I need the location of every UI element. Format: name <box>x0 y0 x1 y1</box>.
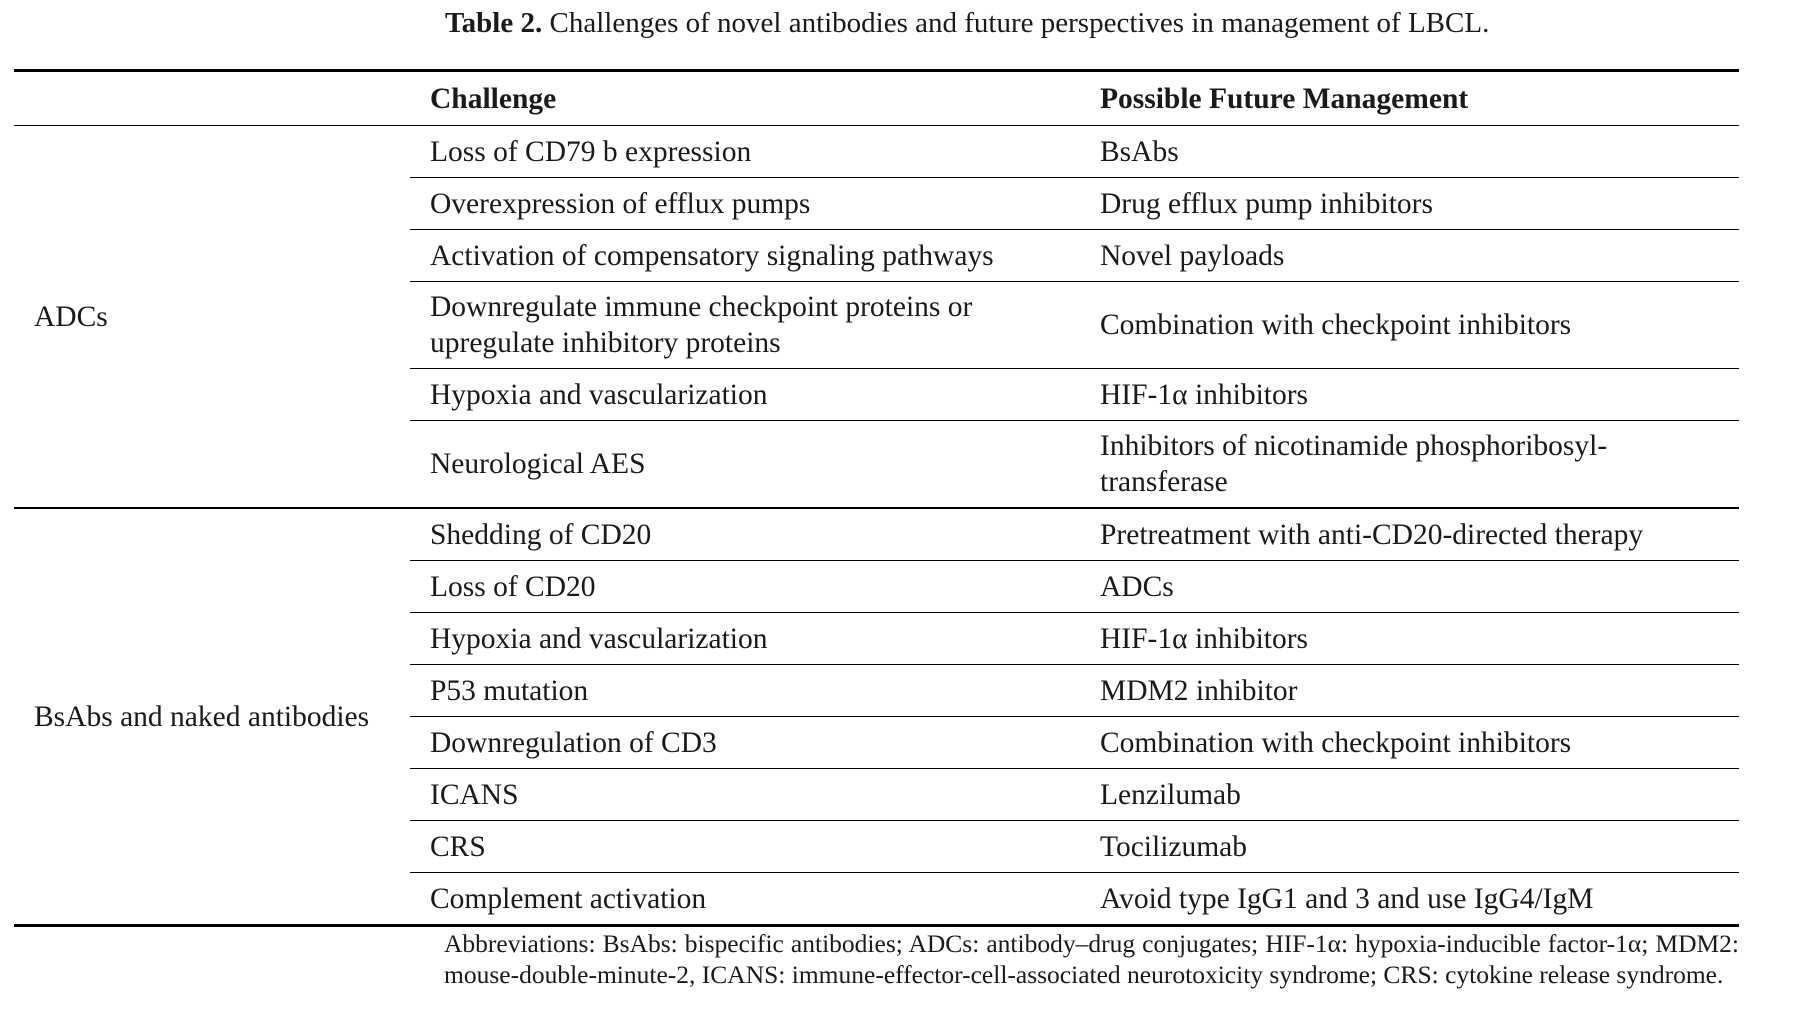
data-table <box>14 69 1739 927</box>
table-row <box>14 126 1739 178</box>
header-group <box>14 71 410 126</box>
caption-text: Challenges of novel antibodies and future perspectives in management of LBCL. <box>549 7 1490 39</box>
management-cell: MDM2 inhibitor <box>1080 665 1739 717</box>
challenge-cell: Complement activation <box>410 873 1080 926</box>
challenge-cell: Loss of CD20 <box>410 561 1080 613</box>
header-challenge: Challenge <box>410 71 1080 126</box>
management-cell: Lenzilumab <box>1080 769 1739 821</box>
management-cell: Tocilizumab <box>1080 821 1739 873</box>
management-cell: Novel payloads <box>1080 230 1739 282</box>
management-cell: HIF-1α inhibitors <box>1080 613 1739 665</box>
challenge-cell: Activation of compensatory signaling pathways <box>410 230 1080 282</box>
table-row <box>14 508 1739 561</box>
challenge-cell: Loss of CD79 b expression <box>410 126 1080 178</box>
challenge-cell: Overexpression of efflux pumps <box>410 178 1080 230</box>
challenge-cell: Neurological AES <box>410 421 1080 509</box>
challenge-cell: Hypoxia and vascularization <box>410 369 1080 421</box>
table-caption <box>445 4 1735 42</box>
challenge-cell: Downregulation of CD3 <box>410 717 1080 769</box>
management-cell: BsAbs <box>1080 126 1739 178</box>
challenge-cell: Downregulate immune checkpoint proteins or upregulate inhibitory proteins <box>410 282 1080 369</box>
management-cell: Combination with checkpoint inhibitors <box>1080 282 1739 369</box>
table-footnote: Abbreviations: BsAbs: bispecific antibodies; ADCs: antibody–drug conjugates; HIF-1α: hypoxia-inducible factor-1α; MDM2: mouse-double-minute-2, ICANS: immune-effector-cell-associated neurotoxicity syndrome; CRS: cytokine release syndrome. <box>444 929 1739 989</box>
challenge-cell: Hypoxia and vascularization <box>410 613 1080 665</box>
table-header-row <box>14 71 1739 126</box>
management-cell: Inhibitors of nicotinamide phosphoribosyl-transferase <box>1080 421 1739 509</box>
challenge-cell: P53 mutation <box>410 665 1080 717</box>
management-cell: ADCs <box>1080 561 1739 613</box>
challenge-cell: Shedding of CD20 <box>410 508 1080 561</box>
management-cell: HIF-1α inhibitors <box>1080 369 1739 421</box>
challenge-cell: ICANS <box>410 769 1080 821</box>
management-cell: Avoid type IgG1 and 3 and use IgG4/IgM <box>1080 873 1739 926</box>
challenge-cell: CRS <box>410 821 1080 873</box>
group-label: BsAbs and naked antibodies <box>14 508 410 926</box>
caption-label: Table 2. <box>445 7 543 39</box>
management-cell: Pretreatment with anti-CD20-directed therapy <box>1080 508 1739 561</box>
management-cell: Combination with checkpoint inhibitors <box>1080 717 1739 769</box>
header-management: Possible Future Management <box>1080 71 1739 126</box>
management-cell: Drug efflux pump inhibitors <box>1080 178 1739 230</box>
group-label: ADCs <box>14 126 410 509</box>
